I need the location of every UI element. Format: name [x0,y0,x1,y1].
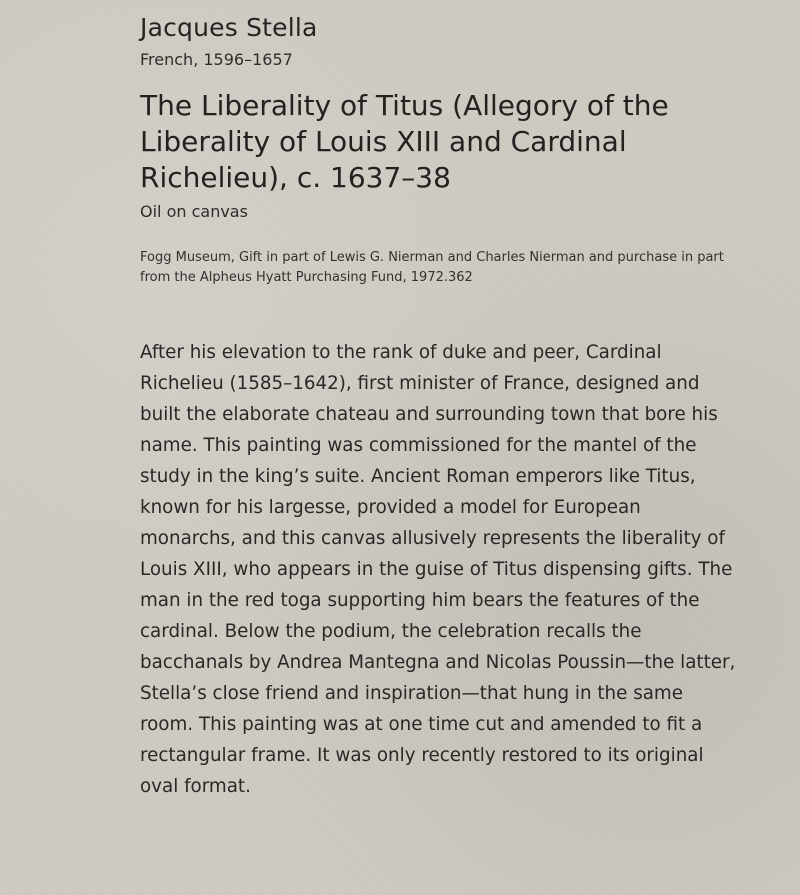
artwork-description: After his elevation to the rank of duke and peer, Cardinal Richelieu (1585–1642), first minister of France, designed and built the elaborate chateau and surrounding town that bore his name. This painting was commissioned for the mantel of the study in the king’s suite. Ancient Roman emperors like Titus, known for his largesse, provided a model for European monarchs, and this canvas allusively represents the liberality of Louis XIII, who appears in the guise of Titus dispensing gifts. The man in the red toga supporting him bears the features of the cardinal. Below the podium, the celebration recalls the bacchanals by Andrea Mantegna and Nicolas Poussin—the latter, Stella’s close friend and inspiration—that hung in the same room. This painting was at one time cut and amended to fit a rectangular frame. It was only recently restored to its original oval format. [140,342,736,797]
artist-nationality-dates: French, 1596–1657 [140,50,293,69]
artist-name: Jacques Stella [140,13,318,42]
artwork-medium: Oil on canvas [140,202,248,221]
museum-wall-label [140,10,780,802]
credit-line: Fogg Museum, Gift in part of Lewis G. Nierman and Charles Nierman and purchase in part from the Alpheus Hyatt Purchasing Fund, 1972.362 [140,250,724,285]
artwork-title: The Liberality of Titus (Allegory of the Liberality of Louis XIII and Cardinal Richelieu), c. 1637–38 [140,89,669,194]
